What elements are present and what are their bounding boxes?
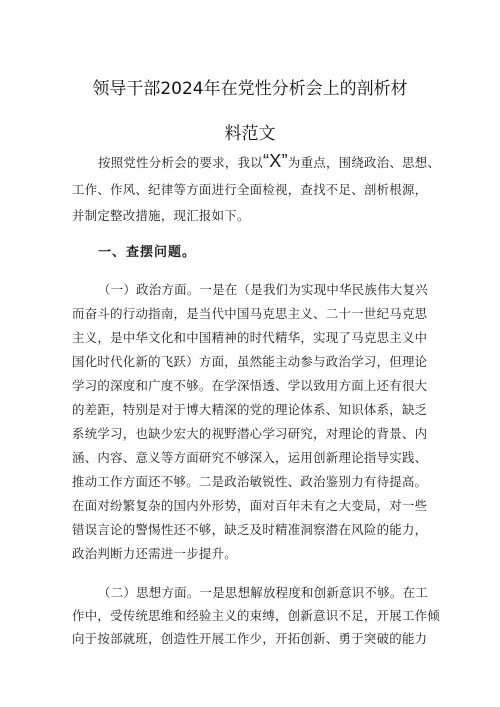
intro-line: 并制定整改措施，现汇报如下。 [72, 208, 250, 223]
paragraph-line: 错误言论的警惕性还不够，缺乏及时精准洞察潜在风险的能力， [72, 522, 428, 537]
document-title-line-1: 领导干部2024年在党性分析会上的剖析材 [92, 79, 408, 99]
section-heading: 一、查摆问题。 [98, 245, 197, 260]
paragraph-line: 而奋斗的行动指南，是当代中国马克思主义、二十一世纪马克思 [72, 306, 428, 321]
paragraph-line: （一）政治方面。一是在（是我们为实现中华民族伟大复兴 [98, 282, 428, 297]
paragraph-line: （二）思想方面。一是思想解放程度和创新意识不够。在工 [98, 585, 428, 600]
paragraph-line: 国化时代化新的飞跃）方面，虽然能主动参与政治学习，但理论 [72, 354, 428, 369]
paragraph-line: 主义，是中华文化和中国精神的时代精华，实现了马克思主义中 [72, 330, 428, 345]
paragraph-line: 系统学习，也缺少宏大的视野潜心学习研究，对理论的背景、内 [72, 426, 428, 441]
paragraph-line: 推动工作方面还不够。二是政治敏锐性、政治鉴别力有待提高。 [72, 474, 428, 489]
paragraph-line: 的差距，特别是对于博大精深的党的理论体系、知识体系，缺乏 [72, 402, 428, 417]
paragraph-line: 政治判断力还需进一步提升。 [72, 546, 237, 561]
intro-line: 工作、作风、纪律等方面进行全面检视，查找不足、剖析根源， [72, 182, 428, 197]
paragraph-line: 在面对纷繁复杂的国内外形势，面对百年未有之大变局，对一些 [72, 498, 428, 513]
paragraph-line: 学习的深度和广度不够。在学深悟透、学以致用方面上还有很大 [72, 378, 428, 393]
intro-text: 按照党性分析会的要求，我以 [98, 155, 263, 170]
paragraph-line: 作中，受传统思维和经验主义的束缚，创新意识不足，开展工作倾 [72, 608, 441, 623]
document-title-line-2: 料范文 [224, 124, 276, 144]
intro-line [98, 151, 441, 171]
paragraph-line: 向于按部就班，创造性开展工作少，开拓创新、勇于突破的能力 [72, 631, 428, 646]
intro-text: 为重点，围绕政治、思想、 [287, 155, 441, 170]
intro-keyword: “X” [262, 151, 288, 171]
paragraph-line: 涵、内容、意义等方面研究不够深入，运用创新理论指导实践、 [72, 450, 428, 465]
